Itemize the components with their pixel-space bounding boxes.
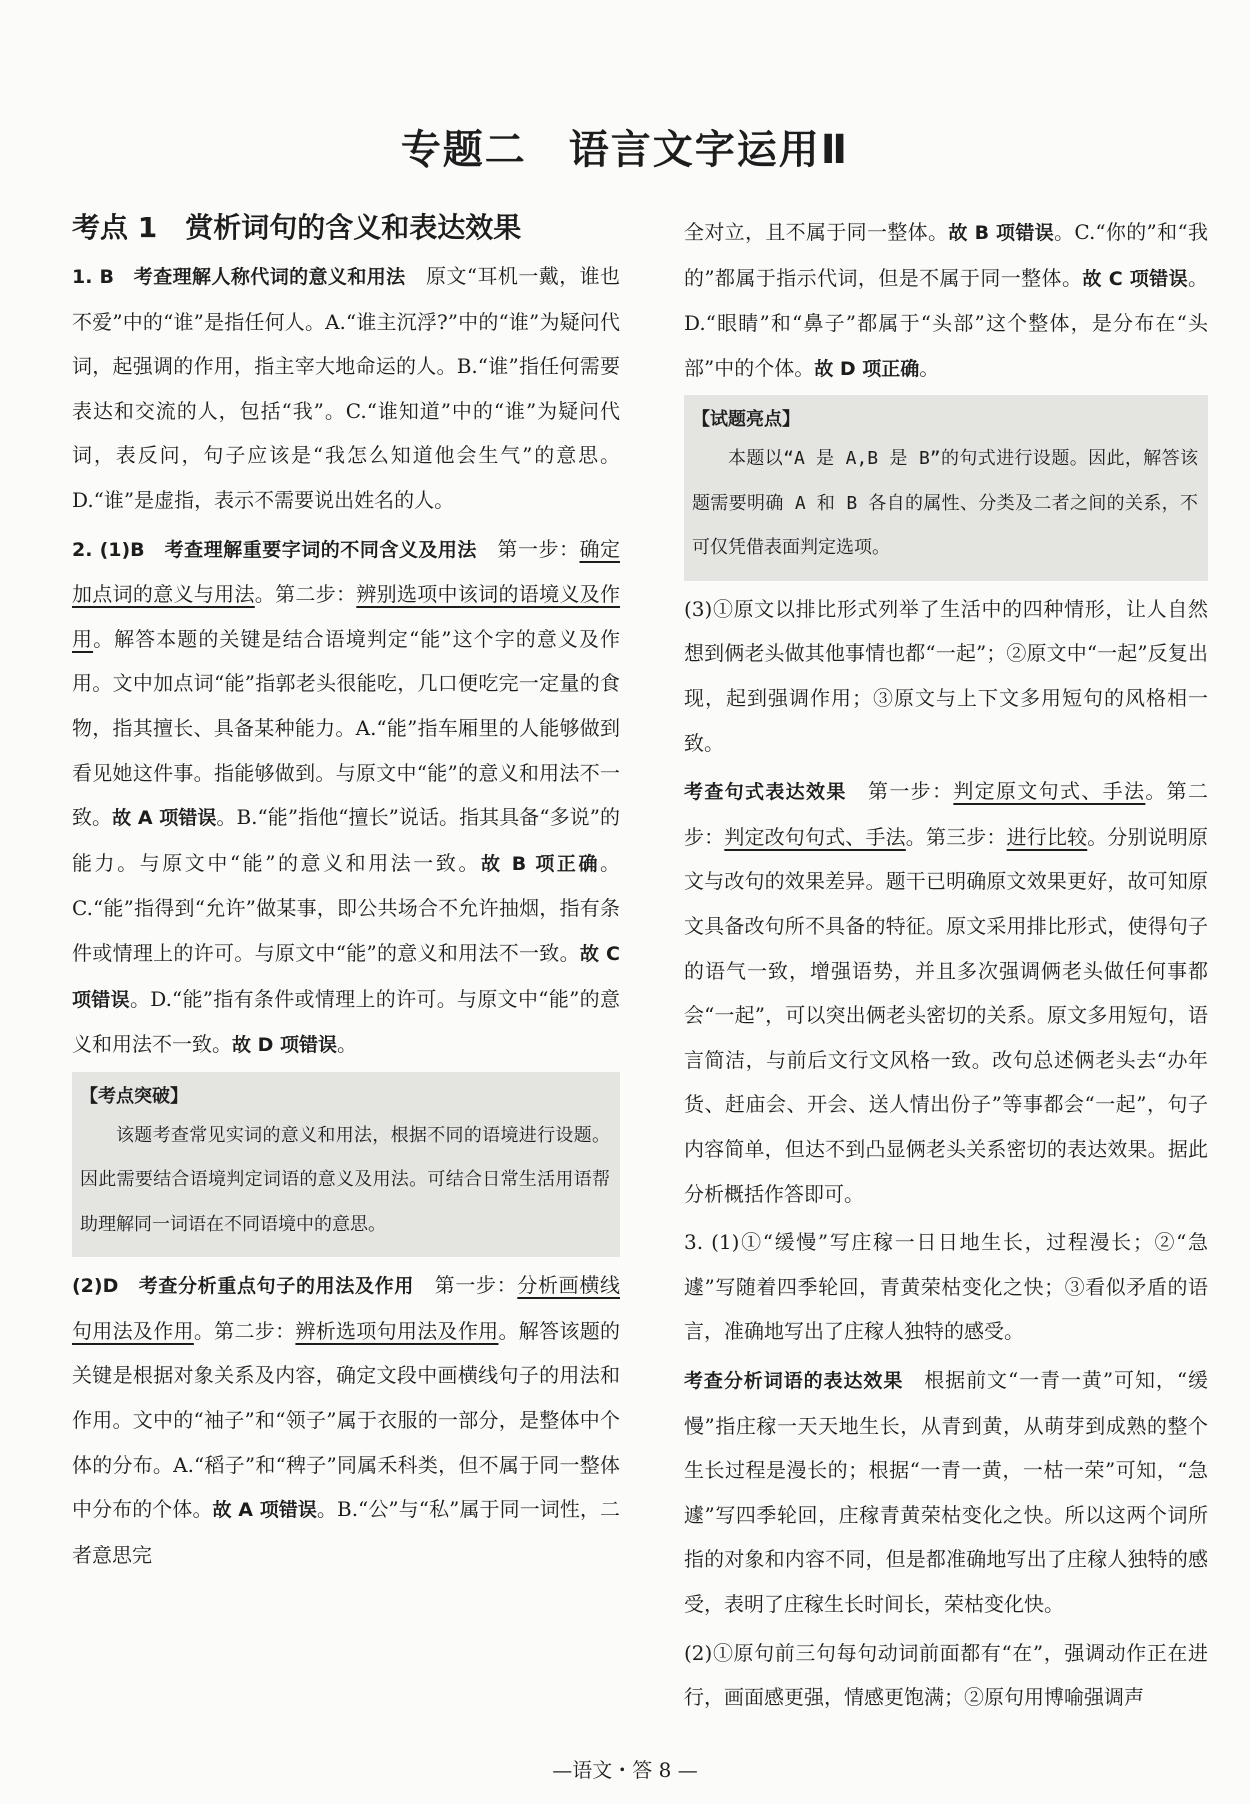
cont-text-1: 全对立，且不属于同一整体。 [684,220,949,244]
answer-3-2: (2)①原句前三句每句动词前面都有“在”，强调动作正在进行，画面感更强，情感更饱满；②原句用博喻强调声 [684,1640,1208,1710]
answer-1-head: 1. B 考查理解人称代词的意义和用法 [72,266,406,288]
explanation-head: 考查句式表达效果 [684,781,847,804]
answer-3-1: 3. (1)①“缓慢”写庄稼一日日地生长，过程漫长；②“急遽”写随着四季轮回，青黄荣枯变化之快；③看似矛盾的语言，准确地写出了庄稼人独特的感受。 [684,1230,1208,1344]
explanation-body: 根据前文“一青一黄”可知，“缓慢”指庄稼一天天地生长，从青到黄，从萌芽到成熟的整个生长过程是漫长的；根据“一青一黄，一枯一荣”可知，“急遽”写四季轮回，庄稼青黄荣枯变化之快。所以这两个词所指的对象和内容不同，但是都准确地写出了庄稼人独特的感受，表明了庄稼生长时间长，荣枯变化快。 [684,1367,1208,1616]
cont-text-3: 。D.“眼睛”和“鼻子”都属于“头部”这个整体，是分布在“头部”中的个体。 [684,265,1208,380]
option-d-text: 。D.“能”指有条件或情理上的许可。与原文中“能”的意义和用法不一致。 [72,986,620,1057]
left-column [72,208,620,1577]
answer-2-2-body: 。解答该题的关键是根据对象关系及内容，确定文段中画横线句子的用法和作用。文中的“袖子”和“领子”属于衣服的一部分，是整体中个体的分布。A.“稻子”和“稗子”同属禾科类，但不属于同一整体中分布的个体。 [72,1318,621,1522]
explanation-head: 考查分析词语的表达效果 [684,1369,904,1392]
step-1: 第一步： [846,779,954,804]
option-b-text: 。B.“能”指他“擅长”说话。指其具备“多说”的能力。与原文中“能”的意义和用法一致。 [72,805,621,875]
answer-2-2-tail: 。B.“公”与“私”属于同一词性，二者意思完 [72,1497,621,1567]
answer-2-3: (3)①原文以排比形式列举了生活中的四种情形，让人自然想到俩老头做其他事情也都“一起”；②原文中“一起”反复出现，起到强调作用；③原文与上下文多用短句的风格相一致。 [684,596,1208,755]
option-a-verdict: 故 A 项错误 [212,1499,317,1522]
answer-2-1-body: 。解答本题的关键是结合语境判定“能”这个字的意义及作用。文中加点词“能”指郭老头很能吃，几口便吃完一定量的食物，指其擅长、具备某种能力。A.“能”指车厢里的人能够做到看见她这件事。指能够做到。与原文中“能”的意义和用法不一致。 [72,626,620,830]
step-1-text: 确定加点词的意义与用法 [72,536,621,607]
option-b-verdict: 故 B 项正确 [480,852,600,875]
step-1-text: 判定原文句式、手法 [953,779,1146,804]
tip-box-title: 【试题亮点】 [692,409,800,431]
answer-2-1-head: 2. (1)B 考查理解重要字词的不同含义及用法 [72,538,477,561]
step-2-text: 辨析选项句用法及作用 [295,1318,499,1343]
answer-2-2-continued [684,210,1208,391]
tip-box-body: 本题以“A 是 A,B 是 B”的句式进行设题。因此，解答该题需要明确 A 和 B 各自的属性、分类及二者之间的关系，不可仅凭借表面判定选项。 [692,448,1198,559]
option-c-verdict: 故 C 项错误 [1082,267,1188,290]
step-2: 。第二步： [684,779,1209,849]
tip-box-body: 该题考查常见实词的意义和用法，根据不同的语境进行设题。因此需要结合语境判定词语的意义及用法。可结合日常生活用语帮助理解同一词语在不同语境中的意思。 [80,1124,610,1235]
option-d-verdict: 故 D 项错误 [232,1034,338,1057]
step-2-text: 辨别选项中该词的语境义及作用 [72,582,621,651]
step-3: 。第三步： [905,824,1007,849]
answer-2-2-head: (2)D 考查分析重点句子的用法及作用 [72,1275,414,1298]
step-2-text: 判定改句句式、手法 [724,824,906,849]
step-1-text: 分析画横线句用法及作用 [72,1273,620,1343]
step-3-text: 进行比较 [1006,824,1088,849]
answer-2-2 [72,1263,620,1577]
period: 。 [337,1032,358,1057]
section-heading: 考点 1 赏析词句的含义和表达效果 [72,211,522,244]
step-2: 。第二步： [193,1318,296,1343]
answer-3-1-explanation [684,1358,1208,1627]
option-b-verdict: 故 B 项错误 [948,222,1055,244]
right-column [684,210,1208,1720]
answer-2-1 [72,527,620,1068]
tip-box-title: 【考点突破】 [80,1085,188,1107]
explanation-body: 。分别说明原文与改句的效果差异。题干已明确原文效果更好，故可知原文具备改句所不具备的特征。原文采用排比形式，使得句子的语气一致，增强语势，并且多次强调俩老头做任何事都会“一起”，可以突出俩老头密切的关系。原文多用短句，语言简洁，与前后文行文风格一致。改句总述俩老头去“办年货、赶庙会、开会、送人情出份子”等事都会“一起”，句子内容简单，但达不到凸显俩老头关系密切的表达效果。据此分析概括作答即可。 [684,824,1209,1206]
step-2: 。第二步： [254,582,357,607]
option-d-verdict: 故 D 项正确 [814,357,920,380]
answer-1-body: 原文“耳机一戴，谁也不爱”中的“谁”是指任何人。A.“谁主沉浮?”中的“谁”为疑问代词，起强调的作用，指主宰大地命运的人。B.“谁”指任何需要表达和交流的人，包括“我”。C.“谁知道”中的“谁”为疑问代词，表反问，句子应该是“我怎么知道他会生气”的意思。D.“谁”是虚指，表示不需要说出姓名的人。 [72,264,620,512]
cont-text-2: 。C.“你的”和“我的”都属于指示代词，但是不属于同一整体。 [684,220,1208,290]
page-footer: —语文・答 8 — [552,1758,698,1782]
step-1: 第一步： [414,1273,518,1298]
answer-1 [72,254,620,523]
answer-2-3-explanation [684,769,1208,1216]
step-1: 第一步： [476,536,580,561]
page-title: 专题二 语言文字运用Ⅱ [400,127,850,173]
tip-box-key-point [72,1072,620,1258]
tip-box-highlight [684,395,1208,581]
option-c-verdict: 故 C 项错误 [72,942,621,1011]
option-c-text: 。C.“能”指得到“允许”做某事，即公共场合不允许抽烟，指有条件或情理上的许可。与原文中“能”的意义和用法不一致。 [72,850,620,965]
option-a-verdict: 故 A 项错误 [112,807,217,830]
period: 。 [919,355,940,380]
